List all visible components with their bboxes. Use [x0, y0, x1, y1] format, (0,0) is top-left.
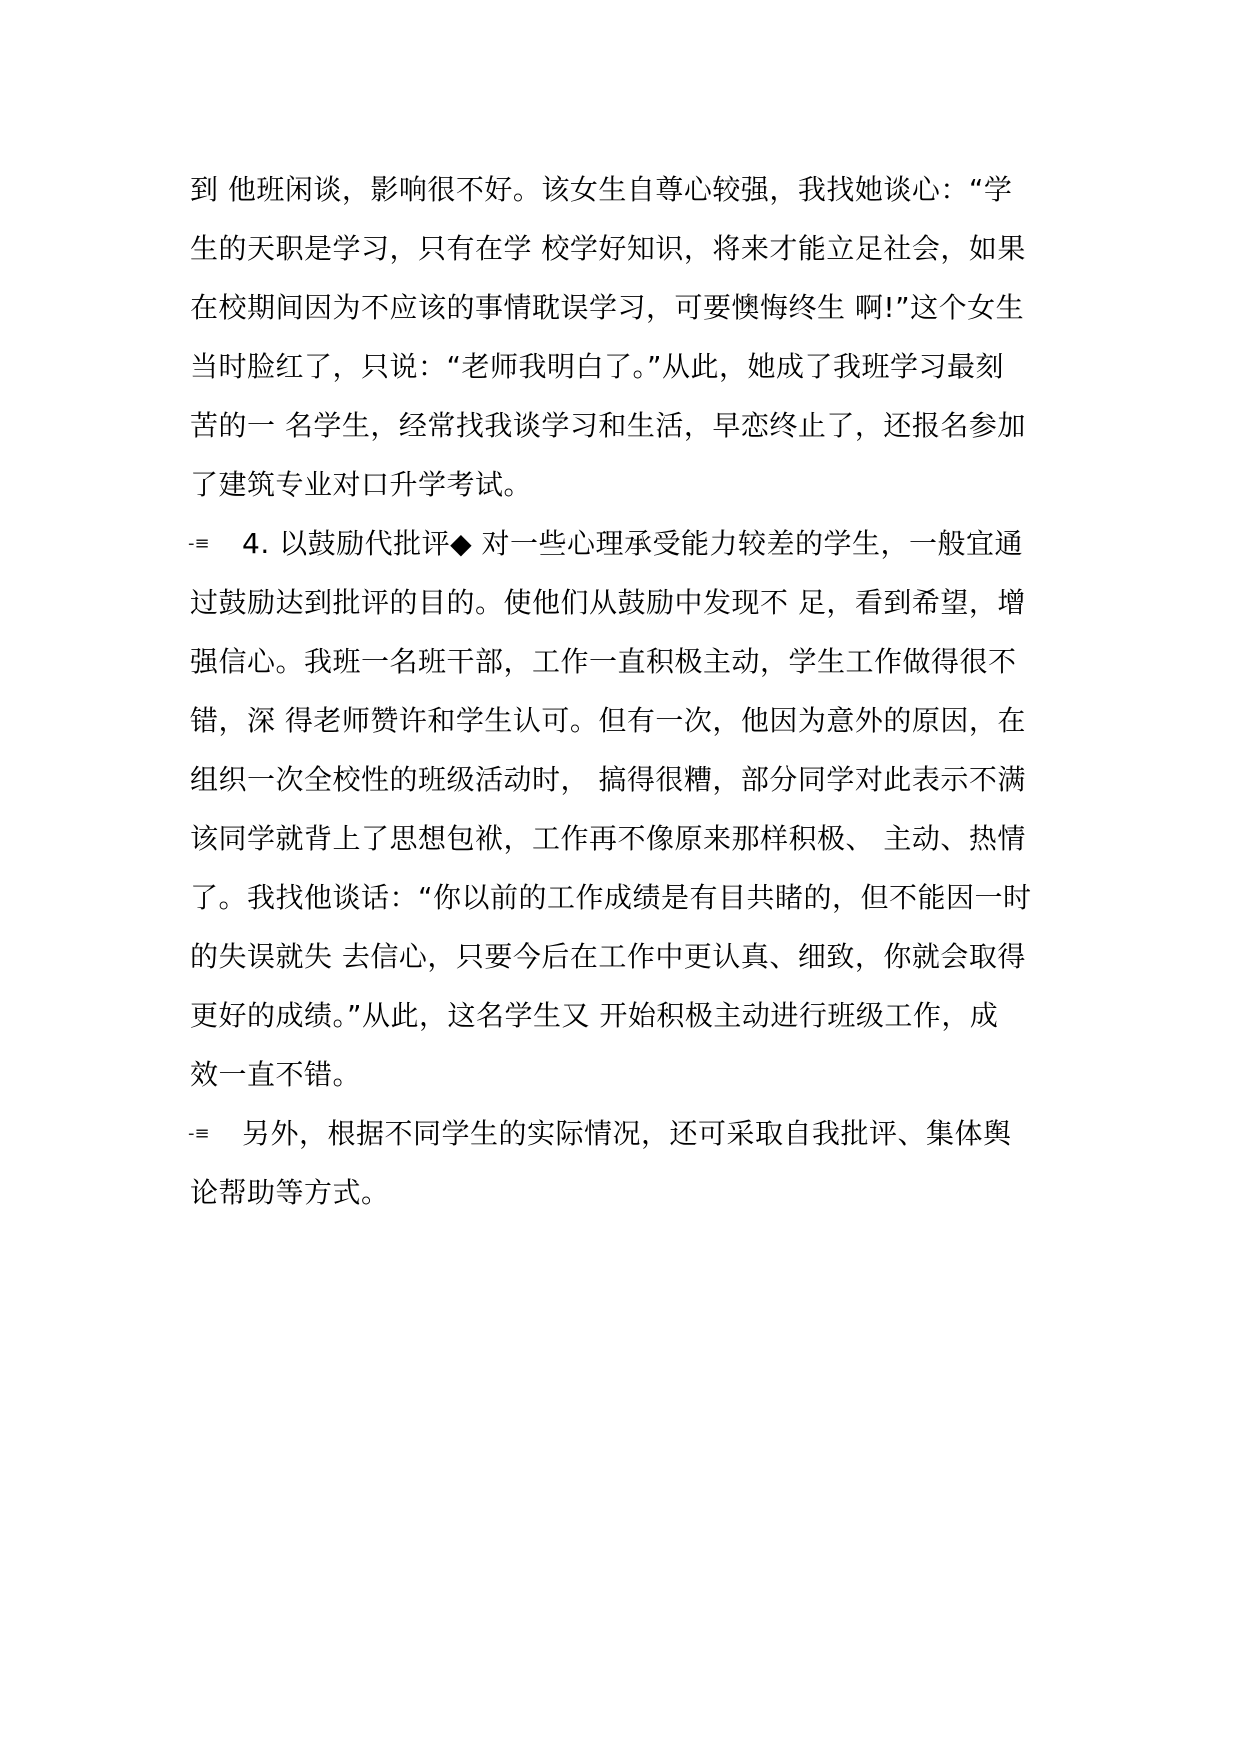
paragraph-2-line-7: 了。我找他谈话：“你以前的工作成绩是有目共睹的，但不能因一时 — [190, 881, 1032, 914]
paragraph-2-line-2: 过鼓励达到批评的目的。使他们从鼓励中发现不 足，看到希望，增 — [190, 586, 1026, 619]
paragraph-3-line-1: 另外，根据不同学生的实际情况，还可采取自我批评、集体舆 — [242, 1117, 1012, 1150]
paragraph-2-line-10: 效一直不错。 — [190, 1058, 362, 1091]
list-marker-icon: -≡ — [188, 533, 210, 554]
paragraph-1-line-4: 当时脸红了，只说：“老师我明白了。”从此，她成了我班学习最刻 — [190, 350, 1005, 383]
paragraph-1-line-1: 到 他班闲谈，影响很不好。该女生自尊心较强，我找她谈心：“学 — [190, 173, 1013, 206]
paragraph-2-line-4: 错，深 得老师赞许和学生认可。但有一次，他因为意外的原因，在 — [190, 704, 1026, 737]
paragraph-2-line-9: 更好的成绩。”从此，这名学生又 开始积极主动进行班级工作，成 — [190, 999, 999, 1032]
paragraph-2-line-1: 4. 以鼓励代批评◆ 对一些心理承受能力较差的学生，一般宜通 — [242, 527, 1024, 560]
paragraph-1-line-6: 了建筑专业对口升学考试。 — [190, 468, 533, 501]
paragraph-1-line-2: 生的天职是学习，只有在学 校学好知识，将来才能立足社会，如果 — [190, 232, 1026, 265]
paragraph-1-line-5: 苦的一 名学生，经常找我谈学习和生活，早恋终止了，还报名参加 — [190, 409, 1026, 442]
paragraph-1-line-3: 在校期间因为不应该的事情耽误学习，可要懊悔终生 啊!”这个女生 — [190, 291, 1025, 324]
paragraph-2-line-5: 组织一次全校性的班级活动时， 搞得很糟，部分同学对此表示不满 — [190, 763, 1026, 796]
paragraph-2-line-8: 的失误就失 去信心，只要今后在工作中更认真、细致，你就会取得 — [190, 940, 1026, 973]
paragraph-2-line-3: 强信心。我班一名班干部，工作一直积极主动，学生工作做得很不 — [190, 645, 1017, 678]
paragraph-2-line-6: 该同学就背上了思想包袱，工作再不像原来那样积极、 主动、热情 — [190, 822, 1026, 855]
list-marker-icon: -≡ — [188, 1123, 210, 1144]
paragraph-3-line-2: 论帮助等方式。 — [190, 1176, 390, 1209]
